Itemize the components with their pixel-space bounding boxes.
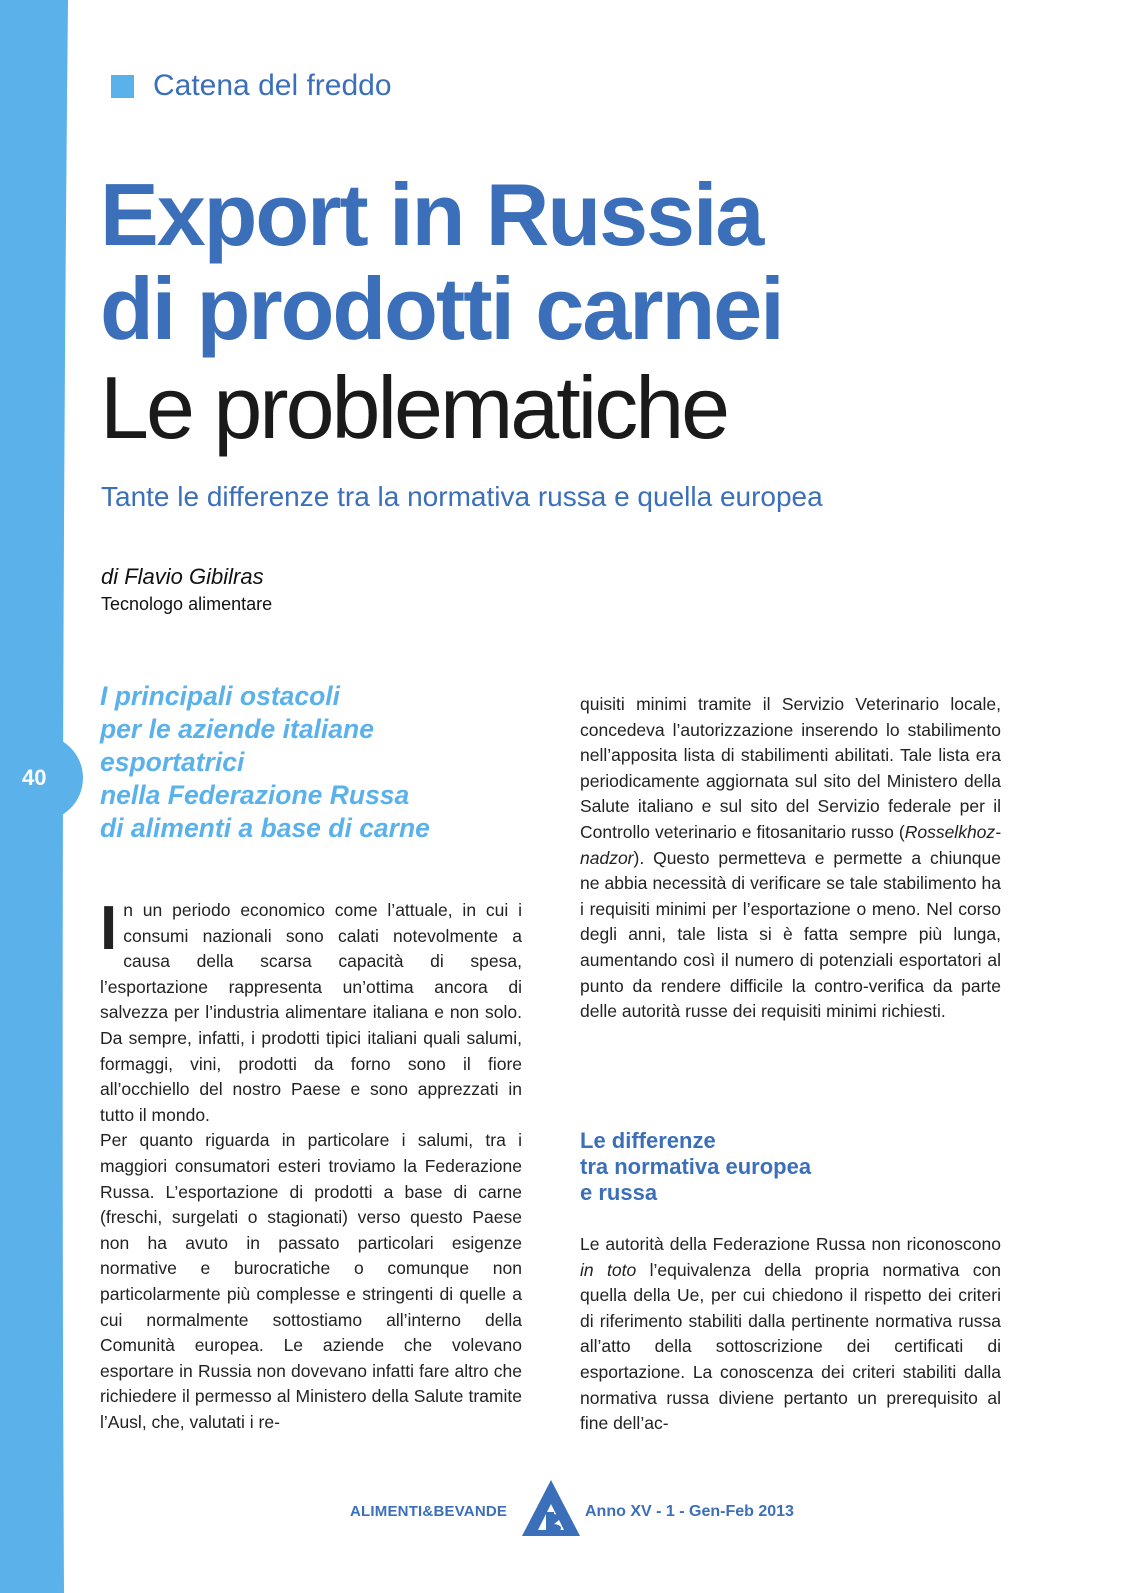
body-column-left xyxy=(100,894,522,1435)
tagline: Tante le differenze tra la normativa russa e quella europea xyxy=(101,481,823,512)
body-paragraph-4-b: l’equivalenza della propria normativa con quella della Ue, per cui chiedono il rispetto dei criteri di riferimento stabiliti dalla pertinente normativa russa all’atto della sottoscrizione dei certificati di esportazione. La conoscenza dei criteri stabiliti dalla normativa russa diviene pertanto un prerequisito al fine dell’ac- xyxy=(580,1259,1001,1434)
drop-cap: I xyxy=(100,894,118,963)
lead-line-2: per le aziende italiane xyxy=(100,714,374,744)
footer-issue: Anno XV - 1 - Gen-Feb 2013 xyxy=(585,1503,794,1520)
lead-line-5: di alimenti a base di carne xyxy=(100,813,430,843)
body-paragraph-3-a: quisiti minimi tramite il Servizio Veterinario locale, concedeva l’autorizzazione inserendo lo stabilimento nell’apposita lista di stabilimenti abilitati. Tale lista era periodicamente aggiornata sul sito del Ministero della Salute italiano e sul sito del Servizio federale per il Controllo veterinario e fitosanitario russo ( xyxy=(580,694,1001,842)
subheading-line-2: tra normativa europea xyxy=(580,1154,812,1179)
footer-brand: ALIMENTI&BEVANDE xyxy=(350,1503,508,1520)
lead-line-3: esportatrici xyxy=(100,747,245,777)
lead-line-4: nella Federazione Russa xyxy=(100,780,410,810)
body-column-right-lower xyxy=(580,1232,1001,1437)
body-paragraph-1-text: n un periodo economico come l’attuale, in cui i consumi nazionali sono calati notevolmente a causa della scarsa capacità di spesa, l’esportazione rappresenta un’ottima ancora di salvezza per l’industria alimentare italiana e non solo. Da sempre, infatti, i prodotti tipici italiani quali salumi, formaggi, vini, prodotti da forno sono il fiore all’occhiello del nostro Paese e sono apprezzati in tutto il mondo. xyxy=(100,900,522,1125)
body-paragraph-3-italic: Rosselkhoz-nadzor xyxy=(580,821,1001,868)
lead-line-1: I principali ostacoli xyxy=(100,681,341,711)
section-square-icon xyxy=(111,75,134,98)
body-paragraph-2: Per quanto riguarda in particolare i salumi, tra i maggiori consumatori esteri troviamo la Federazione Russa. L’esportazione di prodotti a base di carne (freschi, surgelati o stagionati) verso questo Paese non ha avuto in passato particolari esigenze normative e burocratiche o comunque non particolarmente più complesse e stringenti di quelle a cui normalmente sottostiamo all’interno della Comunità europea. Le aziende che volevano esportare in Russia non dovevano infatti fare altro che richiedere il permesso al Ministero della Salute tramite l’Ausl, che, valutati i re- xyxy=(100,1130,522,1432)
body-paragraph-4-italic: in toto xyxy=(580,1259,637,1280)
page-number: 40 xyxy=(22,765,47,790)
body-paragraph-3-b: ). Questo permetteva e permette a chiunque ne abbia necessità di verificare se tale stabilimento ha i requisiti minimi per l’esportazione o meno. Nel corso degli anni, tale lista si è fatta sempre più lunga, aumentando così il numero di potenziali esportatori al punto da rendere difficile la contro-verifica da parte delle autorità russe dei requisiti minimi richiesti. xyxy=(580,847,1001,1022)
subheading xyxy=(580,1128,811,1206)
subheading-line-3: e russa xyxy=(580,1180,658,1205)
author-role: Tecnologo alimentare xyxy=(101,594,273,614)
title-line-1: Export in Russia xyxy=(100,165,763,264)
body-column-right xyxy=(580,692,1001,1025)
body-paragraph-1 xyxy=(100,894,522,1128)
section-label: Catena del freddo xyxy=(153,69,392,102)
lead-heading xyxy=(100,680,540,845)
logo-b-stem xyxy=(546,1512,554,1536)
title-line-2: di prodotti carnei xyxy=(100,259,783,358)
body-paragraph-3 xyxy=(580,692,1001,1025)
body-paragraph-4 xyxy=(580,1232,1001,1437)
magazine-logo-icon xyxy=(520,1478,582,1538)
body-paragraph-4-a: Le autorità della Federazione Russa non riconoscono xyxy=(580,1234,1001,1254)
section-header xyxy=(111,66,392,106)
page-footer xyxy=(0,1478,1121,1538)
author-name: di Flavio Gibilras xyxy=(101,564,264,589)
article-subtitle: Le problematiche xyxy=(100,358,728,457)
subheading-line-1: Le differenze xyxy=(580,1128,716,1153)
article-title xyxy=(100,165,1100,358)
